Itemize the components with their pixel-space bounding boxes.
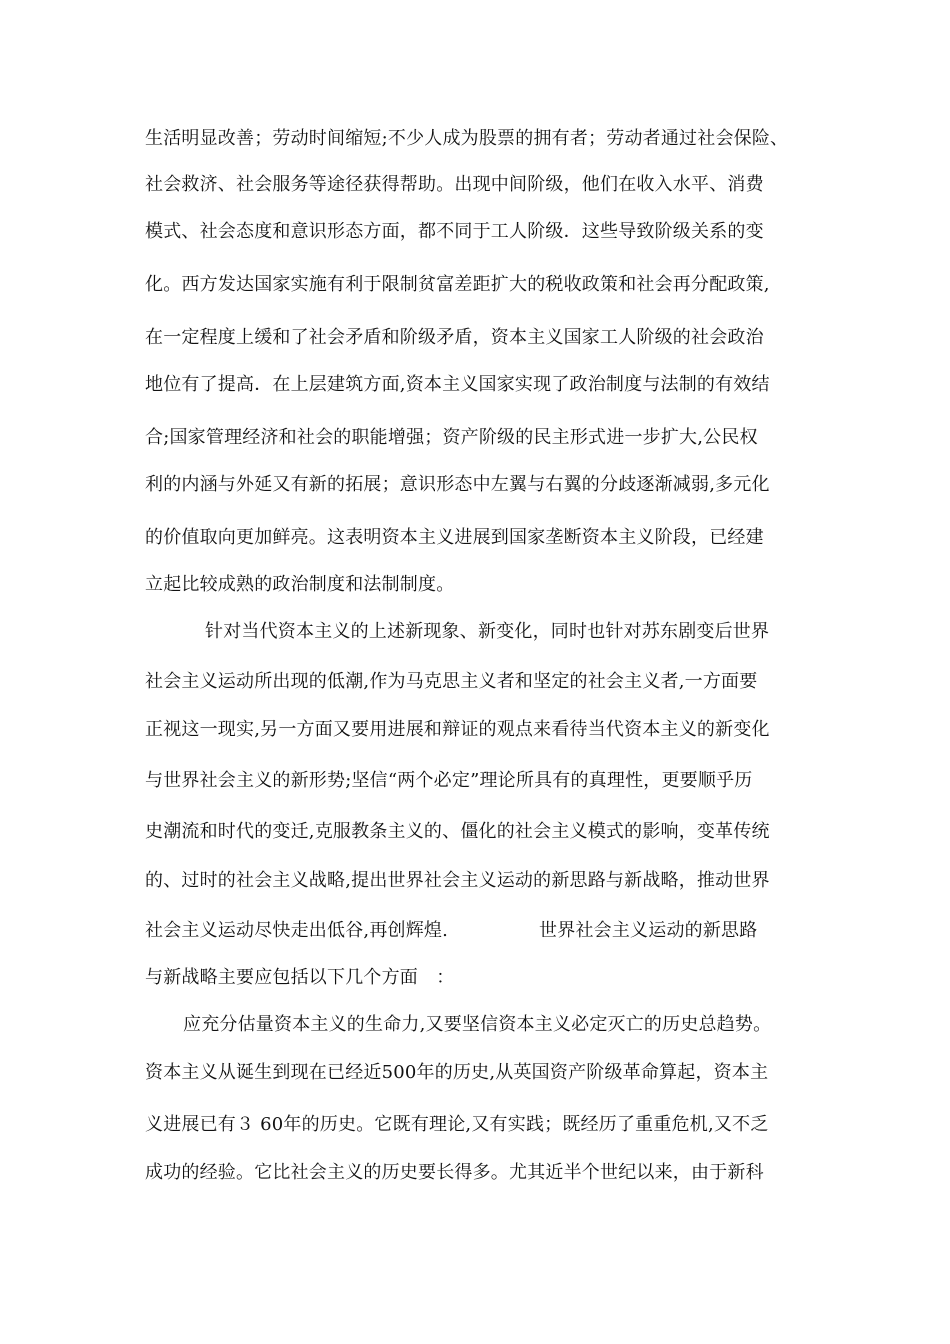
text-line: 针对当代资本主义的上述新现象、新变化，同时也针对苏东剧变后世界 (205, 621, 770, 642)
text-line: 与新战略主要应包括以下几个方面 ： (145, 967, 455, 988)
text-line: 资本主义从诞生到现在已经近500年的历史,从英国资产阶级革命算起，资本主 (145, 1062, 769, 1083)
text-line: 史潮流和时代的变迁,克服教条主义的、僵化的社会主义模式的影响，变革传统 (145, 821, 770, 842)
text-line: 地位有了提高．在上层建筑方面,资本主义国家实现了政治制度与法制的有效结 (145, 374, 770, 395)
text-line: 成功的经验。它比社会主义的历史要长得多。尤其近半个世纪以来，由于新科 (145, 1162, 764, 1183)
text-line: 模式、社会态度和意识形态方面，都不同于工人阶级．这些导致阶级关系的变 (145, 221, 764, 242)
text-line: 立起比较成熟的政治制度和法制制度。 (145, 574, 455, 595)
text-line: 社会救济、社会服务等途径获得帮助。出现中间阶级，他们在收入水平、消费 (145, 174, 764, 195)
text-line: 化。西方发达国家实施有利于限制贫富差距扩大的税收政策和社会再分配政策, (145, 274, 770, 295)
text-line: 社会主义运动所出现的低潮,作为马克思主义者和坚定的社会主义者,一方面要 (145, 671, 758, 692)
text-line: 正视这一现实,另一方面又要用进展和辩证的观点来看待当代资本主义的新变化 (145, 719, 770, 740)
text-line: 与世界社会主义的新形势;坚信“两个必定”理论所具有的真理性，更要顺乎历 (145, 770, 753, 791)
text-line: 的价值取向更加鲜亮。这表明资本主义进展到国家垄断资本主义阶段，已经建 (145, 527, 764, 548)
text-line: 的、过时的社会主义战略,提出世界社会主义运动的新思路与新战略，推动世界 (145, 870, 770, 891)
text-line: 利的内涵与外延又有新的拓展；意识形态中左翼与右翼的分歧逐渐减弱,多元化 (145, 474, 770, 495)
text-line: 合;国家管理经济和社会的职能增强；资产阶级的民主形式进一步扩大,公民权 (145, 427, 758, 448)
text-line: 应充分估量资本主义的生命力,又要坚信资本主义必定灭亡的历史总趋势。 (183, 1014, 772, 1035)
text-line: 义进展已有３ 60年的历史。它既有理论,又有实践；既经历了重重危机,又不乏 (145, 1114, 769, 1135)
text-line: 在一定程度上缓和了社会矛盾和阶级矛盾，资本主义国家工人阶级的社会政治 (145, 327, 764, 348)
text-line: 社会主义运动尽快走出低谷,再创辉煌. 世界社会主义运动的新思路 (145, 920, 758, 941)
text-line: 生活明显改善；劳动时间缩短;不少人成为股票的拥有者；劳动者通过社会保险、 (145, 128, 789, 149)
